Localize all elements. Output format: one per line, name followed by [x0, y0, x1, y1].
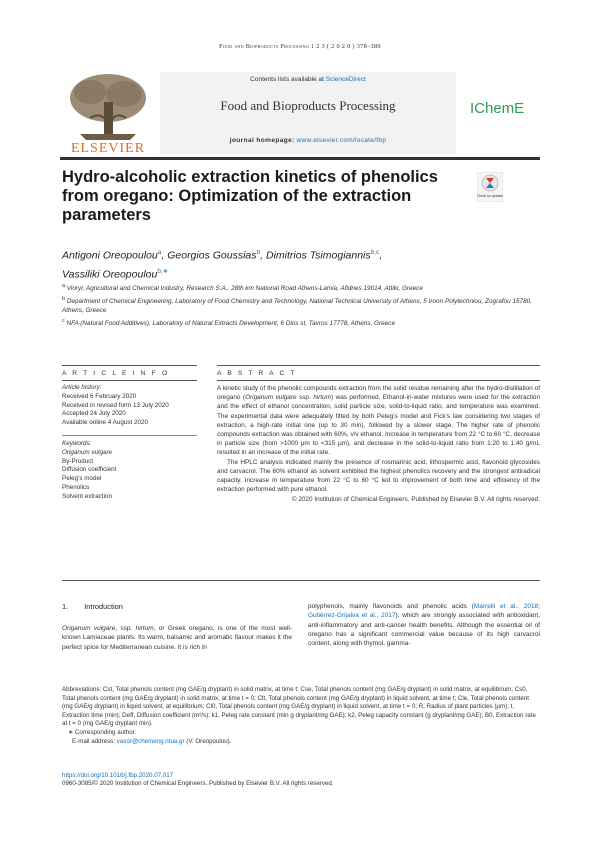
- icheme-logo-text: IChemE: [470, 100, 525, 117]
- email-link[interactable]: vasor@chemeng.ntua.gr: [116, 737, 185, 745]
- crossmark-icon[interactable]: [477, 172, 503, 202]
- journal-title: Food and Bioproducts Processing: [220, 98, 396, 113]
- contents-prefix: Contents lists available at: [250, 76, 324, 83]
- section-heading: [62, 602, 123, 611]
- history-label: Article history:: [62, 384, 102, 391]
- affil-sup: c: [62, 318, 65, 325]
- body-text: , or Greek oregano, is one of the most well-known Lamiaceae plants. Its warm, balsamic and aromatic flavour makes it the perfect spice for Mediterranean cuisine. It is rich in: [62, 625, 292, 651]
- history-item: Received 6 February 2020: [62, 392, 137, 400]
- icheme-logo: [470, 96, 540, 120]
- affiliation: [62, 282, 532, 293]
- abstract-sub-rule: [217, 380, 540, 381]
- section-title: Introduction: [84, 602, 123, 611]
- issn-line: 0960-3085/© 2020 Institution of Chemical Engineers. Published by Elsevier B.V. All rights reserved.: [62, 780, 334, 788]
- article-info: [62, 384, 197, 502]
- author-name[interactable]: Dimitrios Tsimogiannis: [265, 249, 371, 262]
- author-list: Antigoni Oreopoulou$^a$, Georgios Goussias$^b$, Dimitrios Tsimogiannis$^{b,c}$, Vassiliki Oreopoulou$^{b,∗}$: [62, 249, 383, 280]
- abstract-heading: A B S T R A C T: [217, 370, 297, 377]
- affil-text: Department of Chemical Engineering, Laboratory of Food Chemistry and Technology, National Technical University of Athens, 5 Iroon Polytechniou, Zografou 15780, Athens, Greece: [62, 298, 532, 315]
- section-number: 1.: [62, 602, 69, 611]
- page-footer: [62, 772, 540, 788]
- author-name[interactable]: Antigoni Oreopoulou: [62, 249, 158, 262]
- info-top-rule: [62, 365, 197, 366]
- keywords-label: Keywords:: [62, 439, 92, 447]
- abbreviations-footnote: Abbreviations: Cst, Total phenols content (mg GAE/g dryplant) in solid matrix, at time t; Cse, Total phenols content (mg GAE/g dryplant) in solid matrix, at equilibrium; Cs0, Total phenols content (mg GAE/g dryplant) in solid matrix, at time t = 0; Clt, Total phenols content (mg GAE/g dryplant) in liquid solvent, at time t; Cle, Total phenols content (mg GAE/g dryplant) in liquid solvent, at equilibrium; Cl0, Total phenols content (mg GAE/g dryplant) in liquid solvent, at time t = 0; R, Radius of plant particles (μm); t, Extraction time (min); Deff, Diffusion coefficient (m²/s); k1, Peleg rate constant (min g dryplant/mg GAE); k2, Peleg capacity constant (g dryplant/mg GAE); B0, Extraction rate at t = 0 (mg GAE/g dryplant min).: [62, 686, 536, 728]
- email-label: E-mail address:: [72, 737, 117, 745]
- running-volume: 1 2 3 ( 2 0 2 0 ) 378–389: [310, 43, 381, 50]
- footnotes: [62, 686, 540, 746]
- subspecies-name: hirtum: [135, 625, 154, 632]
- affil-text: Vioryl, Agricultural and Chemical Industry, Research S.A., 28th km National Road Athens-Lamia, Afidnes 19014, Attiki, Greece: [66, 285, 423, 293]
- species-name: Origanum vulgare: [245, 394, 297, 402]
- affil-sup: b: [62, 296, 65, 303]
- crossmark-label: Check for updates: [477, 194, 503, 198]
- affil-text: NFA (Natural Food Additives), Laboratory of Natural Extracts Development, 6 Dios st, Tavros 17778, Athens, Greece: [66, 320, 396, 328]
- history-item: Received in revised form 13 July 2020: [62, 401, 169, 409]
- affiliation: [62, 295, 532, 315]
- affiliations: [62, 282, 532, 330]
- elsevier-logo: [60, 68, 156, 156]
- abstract-text: A kinetic study of the phenolic compounds extraction from the solid residue remaining after the hydro-distillation of oregano (: [217, 385, 540, 402]
- homepage-link[interactable]: www.elsevier.com/locate/fbp: [296, 137, 387, 144]
- article-info-heading: A R T I C L E I N F O: [62, 370, 170, 377]
- keyword-item: Origanum vulgare: [62, 448, 113, 456]
- sciencedirect-link[interactable]: ScienceDirect: [325, 76, 366, 83]
- email-footnote: [72, 738, 540, 747]
- body-text: ), which are strongly associated with antioxidant, anti-inflammatory and anti-cancer health benefits. Although the essential oil of oregano has a significant commercial value because of its high carvacrol content, along with thymol, gamma-: [308, 612, 540, 648]
- abstract-paragraph: [217, 384, 540, 458]
- info-divider: [62, 435, 197, 436]
- doi-link[interactable]: https://doi.org/10.1016/j.fbp.2020.07.017: [62, 772, 174, 779]
- abstract-text: ) was performed. Ethanol-in-water mixtures were used for the extraction and the effect of ethanol concentration, solid particle size, solid-to-liquid ratio, and temperature was examined. The experimental data were adequately fitted by both Peleg’s model and Fick’s law considering two stages of extraction, a high-rate initial one (up to 30 min), followed by a slower stage. The higher rate of phenolic compounds extraction was obtained with 60%, v/v ethanol. Increase in temperature from 22 °C to 60 °C, decrease in particle size (from >1000 μm to <315 μm), and decrease in the solid-to-liquid ratio from 1:20 to 1:40 g/mL resulted in an increase of the initial rate.: [217, 394, 541, 457]
- running-journal: Food and Bioproducts Processing: [219, 43, 310, 50]
- abstract-paragraph: The HPLC analysis indicated mainly the presence of rosmarinic acid, lithospermic acid, flavonoid glycosides and carvacrol. The 60% ethanol as solvent exhibited the highest phenolics recovery and the strongest antiradical capacity. Increase in temperature from 22 °C to 60 °C led to improvement of both time and efficiency of the extraction performed with pure ethanol.: [217, 458, 540, 494]
- history-item: Available online 4 August 2020: [62, 419, 149, 427]
- abstract-top-rule: [217, 365, 540, 366]
- author-affil-sup[interactable]: a: [157, 249, 162, 256]
- body-text: , ssp.: [115, 625, 136, 632]
- homepage-label: journal homepage:: [229, 137, 295, 144]
- keyword-item: Phenolics: [62, 483, 90, 491]
- abstract-bottom-rule: [62, 580, 540, 581]
- author-affil-sup[interactable]: b: [256, 249, 261, 256]
- running-header: [0, 43, 600, 50]
- author-affil-sup[interactable]: b,c: [370, 249, 380, 256]
- citation-link[interactable]: Gutiérrez-Grijalva et al., 2017: [308, 612, 396, 620]
- author-name[interactable]: Vassiliki Oreopoulou: [62, 268, 158, 280]
- masthead-rule: [60, 157, 540, 160]
- intro-right-column: [308, 602, 540, 648]
- publisher-name: ELSEVIER: [70, 141, 146, 156]
- affil-sup: a: [62, 283, 65, 289]
- abstract-text: ssp.: [296, 394, 314, 402]
- paper-title: Hydro-alcoholic extraction kinetics of phenolics from oregano: Optimization of the extraction parameters: [62, 168, 438, 224]
- keyword-item: By-Product: [62, 457, 94, 465]
- body-text: ;: [538, 603, 540, 610]
- info-sub-rule: [62, 380, 197, 381]
- abstract-body: [217, 384, 540, 505]
- journal-homepage: [160, 137, 456, 144]
- abstract-copyright: © 2020 Institution of Chemical Engineers. Published by Elsevier B.V. All rights reserved.: [291, 496, 540, 504]
- keyword-item: Peleg’s model: [62, 475, 102, 483]
- contents-line: [160, 76, 456, 83]
- author-name[interactable]: Georgios Goussias: [167, 249, 257, 262]
- corresponding-author-note: ∗ Corresponding author.: [68, 728, 137, 736]
- email-suffix: (V. Oreopoulou).: [184, 737, 232, 745]
- keyword-item: Diffusion coefficient: [62, 466, 117, 474]
- species-name: Origanum vulgare: [62, 625, 116, 632]
- author-affil-sup[interactable]: b,∗: [157, 267, 169, 275]
- keyword-item: Solvent extraction: [62, 492, 113, 500]
- history-item: Accepted 24 July 2020: [62, 410, 126, 418]
- affiliation: [62, 317, 532, 328]
- body-text: polyphenols, mainly flavonoids and phenolic acids (: [308, 603, 474, 610]
- subspecies-name: hirtum: [313, 394, 331, 402]
- citation-link[interactable]: Marrelli et al., 2018: [473, 603, 539, 610]
- intro-left-column: [62, 624, 292, 652]
